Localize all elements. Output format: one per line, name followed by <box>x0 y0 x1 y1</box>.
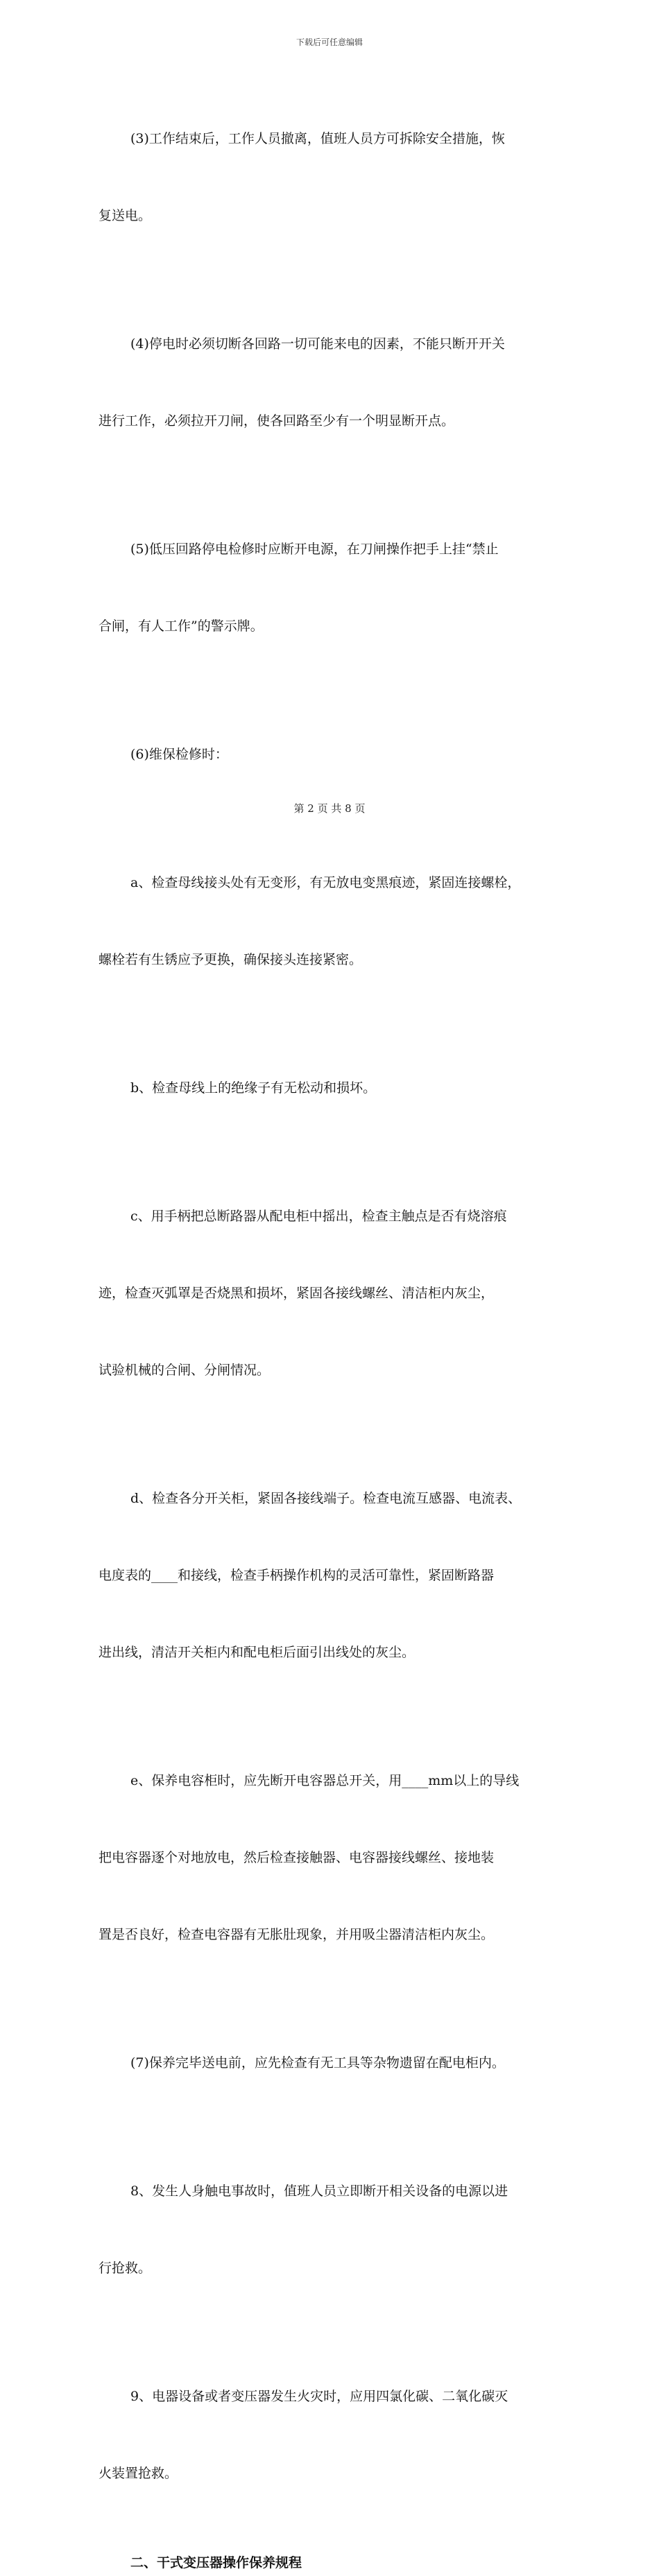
text-line: (4)停电时必须切断各回路一切可能来电的因素，不能只断开开关 <box>130 336 505 352</box>
text-line: 8、发生人身触电事故时，值班人员立即断开相关设备的电源以进 <box>130 2184 508 2199</box>
text-line: 电度表的____和接线，检查手柄操作机构的灵活可靠性，紧固断路器 <box>99 1568 495 1583</box>
paragraph-rule-9 <box>99 2333 570 2538</box>
text-line: 复送电。 <box>99 208 152 223</box>
paragraph-item-d <box>99 1435 570 1717</box>
paragraph-item-a <box>99 819 570 1024</box>
paragraph-step-4 <box>99 280 570 485</box>
text-line: e、保养电容柜时，应先断开电容器总开关，用____mm以上的导线 <box>130 1773 520 1788</box>
paragraph-item-c <box>99 1152 570 1435</box>
text-line: 置是否良好，检查电容器有无胀肚现象，并用吸尘器清洁柜内灰尘。 <box>99 1927 495 1942</box>
text-line: 合闸，有人工作”的警示牌。 <box>99 619 264 634</box>
paragraph-item-e <box>99 1717 570 1999</box>
text-line: a、检查母线接头处有无变形，有无放电变黑痕迹，紧固连接螺栓， <box>130 875 521 890</box>
page-footer: 第 2 页 共 8 页 <box>293 802 366 815</box>
paragraph-item-b <box>99 1024 570 1152</box>
text-line: (7)保养完毕送电前，应先检查有无工具等杂物遗留在配电柜内。 <box>130 2055 505 2071</box>
paragraph-step-6 <box>99 691 570 819</box>
text-line: b、检查母线上的绝缘子有无松动和损坏。 <box>130 1080 377 1096</box>
text-line: 火装置抢救。 <box>99 2466 178 2481</box>
text-line: c、用手柄把总断路器从配电柜中摇出，检查主触点是否有烧溶痕 <box>130 1209 507 1224</box>
text-line: d、检查各分开关柜，紧固各接线端子。检查电流互感器、电流表、 <box>130 1491 522 1506</box>
text-line: (6)维保检修时： <box>130 747 228 762</box>
text-line: 试验机械的合闸、分闸情况。 <box>99 1363 271 1378</box>
text-line: 进行工作，必须拉开刀闸，使各回路至少有一个明显断开点。 <box>99 413 455 429</box>
text-line: 把电容器逐个对地放电，然后检查接触器、电容器接线螺丝、接地装 <box>99 1850 495 1865</box>
text-line: (3)工作结束后，工作人员撤离，值班人员方可拆除安全措施，恢 <box>130 131 505 146</box>
document-body <box>99 75 570 2576</box>
page-header: 下载后可任意编辑 <box>296 37 363 47</box>
section-heading: 二、干式变压器操作保养规程 <box>130 2555 302 2570</box>
text-line: 迹，检查灭弧罩是否烧黑和损坏，紧固各接线螺丝、清洁柜内灰尘， <box>99 1286 495 1301</box>
paragraph-step-7 <box>99 1999 570 2127</box>
text-line: (5)低压回路停电检修时应断开电源，在刀闸操作把手上挂“禁止 <box>130 542 499 557</box>
text-line: 9、电器设备或者变压器发生火灾时，应用四氯化碳、二氧化碳灭 <box>130 2389 508 2404</box>
text-line: 进出线，清洁开关柜内和配电柜后面引出线处的灰尘。 <box>99 1645 416 1660</box>
text-line: 螺栓若有生锈应予更换，确保接头连接紧密。 <box>99 952 363 967</box>
text-line: 行抢救。 <box>99 2261 152 2276</box>
paragraph-step-3 <box>99 75 570 280</box>
paragraph-step-5 <box>99 485 570 691</box>
paragraph-rule-8 <box>99 2127 570 2333</box>
